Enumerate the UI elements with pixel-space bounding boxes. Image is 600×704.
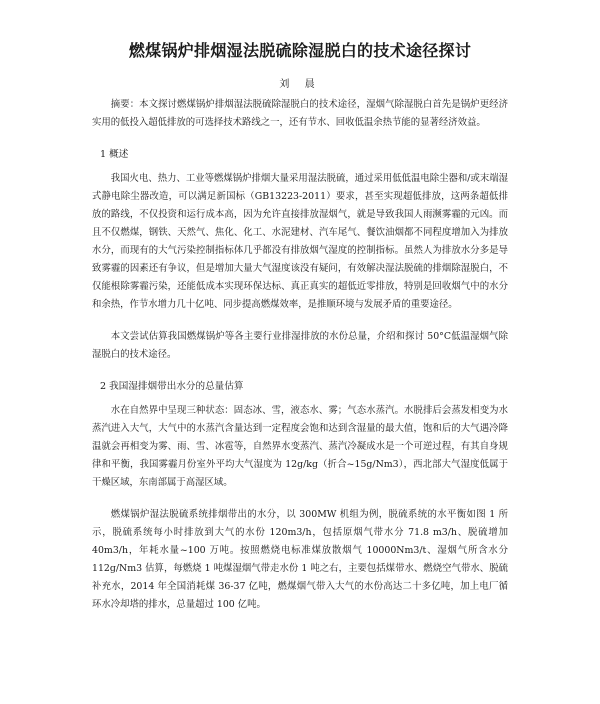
- section-1-paragraph-1: 我国火电、热力、工业等燃煤锅炉排烟大量采用湿法脱硫，通过采用低低温电除尘器和/或末端湿式静电除尘器改造，可以满足新国标（GB13223-2011）要求，甚至实现超低排放，这两条超低排放的路线，不仅投资和运行成本高，因为允许直接排放湿烟气，就是导致我国人雨濒雾霾的元凶。而且不仅燃煤，钢铁、天然气、焦化、化工、水泥建材、汽车尾气、餐饮油烟都不同程度增加入为排放水分，而现有的大气污染控制指标体几乎都没有排放烟气湿度的控制指标。虽然人为排放水分多是导致雾霾的因素还有争议，但是增加大量大气湿度该没有疑问，有效解决湿法脱硫的排烟除湿脱白，不仅能根除雾霾污染，还能低成本实现环保达标、真正真实的超低近零排放，特别是回收烟气中的水分和余热，作节水增力几十亿吨、同步提高燃煤效率，是推顺环境与发展矛盾的重要途径。: [92, 173, 508, 310]
- section-1-paragraph-2: 本文尝试估算我国燃煤锅炉等各主要行业排湿排放的水份总量，介绍和探讨 50°C低温湿烟气除湿脱白的技术途径。: [92, 331, 508, 360]
- abstract: 摘要：本文探讨燃煤锅炉排烟湿法脱硫除湿脱白的技术途径，湿烟气除湿脱白首先是锅炉更经济实用的低投入超低排放的可选择技术路线之一，还有节水、回收低温余热节能的显著经济效益。: [92, 99, 508, 128]
- article-title: 燃煤锅炉排烟湿法脱硫除湿脱白的技术途径探讨: [128, 41, 472, 60]
- section-1-heading: 1 概述: [100, 149, 129, 160]
- section-2-paragraph-2: 燃煤锅炉湿法脱硫系统排烟带出的水分，以 300MW 机组为例，脱硫系统的水平衡如图 1 所示，脱硫系统每小时排放到大气的水份 120m3/h，包括原烟气带水分 71.8 m3/h、脱硫增加 40m3/h，年耗水量~100 万吨。按照燃烧电标准煤放散烟气 10000Nm3/t、湿烟气所含水分 112g/Nm3 估算，每燃烧 1 吨煤湿烟气带走水份 1 吨之右，主要包括煤带水、燃烧空气带水、脱硫补充水，2014 年全国消耗煤 36-37 亿吨，燃煤烟气带入大气的水份高达二十多亿吨，加上电厂循环水冷却塔的排水，总量超过 100 亿吨。: [92, 509, 508, 610]
- author-name: 刘 晨: [279, 79, 321, 90]
- section-2-paragraph-1: 水在自然界中呈现三种状态：固态冰、雪，液态水、雾；气态水蒸汽。水脱排后会蒸发相变为水蒸汽进入大气，大气中的水蒸汽含量达到一定程度会饱和达到含湿量的最大值，饱和后的大气遇冷降温就会再相变为雾、雨、雪、冰雹等，自然界水变蒸汽、蒸汽冷凝成水是一个可逆过程，有其自身规律和平衡，我国雾霾月份室外平均大气湿度为 12g/kg（折合~15g/Nm3），西北部大气湿度低属于干燥区域，东南部属于高湿区域。: [92, 405, 508, 488]
- section-2-heading: 2 我国湿排烟带出水分的总量估算: [100, 381, 244, 392]
